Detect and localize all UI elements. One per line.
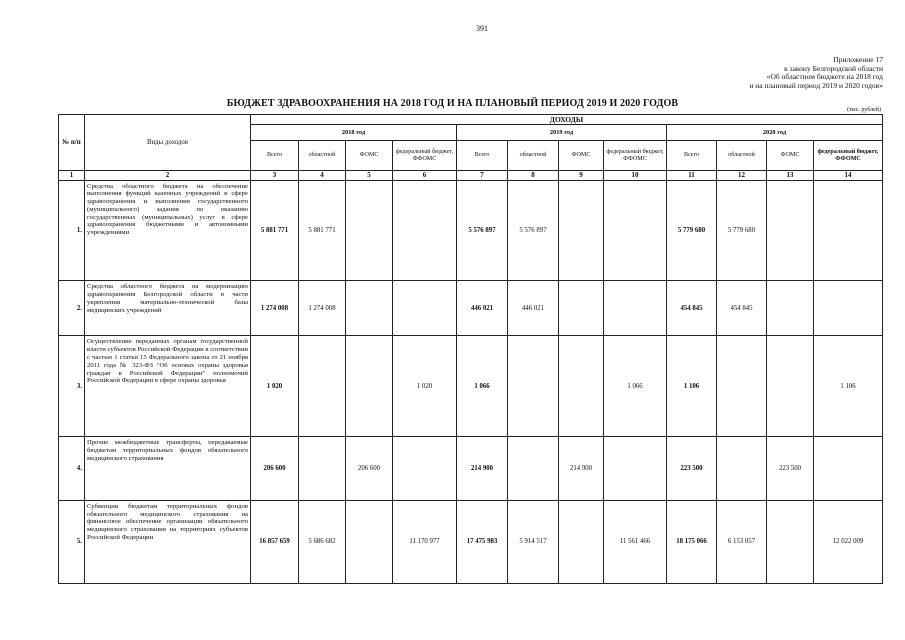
value-cell	[604, 437, 667, 500]
column-number: 5	[346, 171, 393, 180]
income-kind: Средства областного бюджета на обеспечение выполнения функций казенных учреждений в сфере здравоохранения и выполнения государственного (муниципального) задания по оказанию государственных (муниципальных) услуг в сфере здравоохранения бюджетными и автономными учреждениями	[85, 180, 251, 281]
value-cell: 18 175 066	[667, 500, 717, 583]
value-cell: 223 500	[767, 437, 814, 500]
header-total: Всего	[251, 140, 299, 170]
value-cell: 206 600	[251, 437, 299, 500]
value-cell	[559, 500, 604, 583]
column-number: 6	[393, 171, 457, 180]
value-cell	[814, 180, 883, 281]
page-number: 391	[476, 24, 488, 33]
value-cell: 446 021	[508, 281, 559, 336]
value-cell	[508, 336, 559, 437]
column-number: 10	[604, 171, 667, 180]
column-number: 2	[85, 171, 251, 180]
value-cell: 5 779 680	[717, 180, 767, 281]
row-number: 4.	[59, 437, 85, 500]
value-cell: 1 066	[457, 336, 508, 437]
row-number: 2.	[59, 281, 85, 336]
value-cell: 12 022 009	[814, 500, 883, 583]
header-federal: федеральный бюджет, ФФОМС	[814, 140, 883, 170]
value-cell: 214 900	[457, 437, 508, 500]
header-federal: федеральный бюджет, ФФОМС	[393, 140, 457, 170]
value-cell	[604, 180, 667, 281]
budget-table	[58, 114, 883, 584]
header-foms: ФОМС	[767, 140, 814, 170]
value-cell	[767, 281, 814, 336]
value-cell: 223 500	[667, 437, 717, 500]
value-cell: 5 686 682	[299, 500, 346, 583]
value-cell	[604, 281, 667, 336]
appendix-caption	[683, 56, 883, 90]
row-number: 5.	[59, 500, 85, 583]
header-year-2019: 2019 год	[457, 125, 667, 141]
value-cell: 5 914 517	[508, 500, 559, 583]
value-cell: 1 106	[667, 336, 717, 437]
value-cell	[717, 437, 767, 500]
value-cell	[508, 437, 559, 500]
value-cell	[299, 437, 346, 500]
row-number: 1.	[59, 180, 85, 281]
column-number: 11	[667, 171, 717, 180]
income-kind: Средства областного бюджета на модернизацию здравоохранения Белгородской области в части укрепления материально-технической базы медицинских учреждений	[85, 281, 251, 336]
value-cell	[346, 336, 393, 437]
income-kind: Прочие межбюджетные трансферты, передаваемые бюджетам территориальных фондов обязательного медицинского страхования	[85, 437, 251, 500]
value-cell: 5 779 680	[667, 180, 717, 281]
unit-label: (тыс. рублей)	[847, 107, 881, 113]
value-cell: 1 020	[251, 336, 299, 437]
value-cell: 5 576 897	[508, 180, 559, 281]
value-cell	[299, 336, 346, 437]
header-no: № п/п	[59, 115, 85, 171]
column-number: 9	[559, 171, 604, 180]
appendix-line: «Об областном бюджете на 2018 год	[766, 72, 883, 82]
value-cell: 5 576 897	[457, 180, 508, 281]
column-number: 3	[251, 171, 299, 180]
appendix-line: и на плановый период 2019 и 2020 годов»	[749, 80, 883, 90]
value-cell: 454 845	[717, 281, 767, 336]
value-cell: 1 106	[814, 336, 883, 437]
value-cell: 11 170 977	[393, 500, 457, 583]
header-regional: областной	[717, 140, 767, 170]
appendix-line: Приложение 17	[833, 55, 883, 64]
header-regional: областной	[299, 140, 346, 170]
header-regional: областной	[508, 140, 559, 170]
column-number: 4	[299, 171, 346, 180]
column-number: 1	[59, 171, 85, 180]
table-row	[59, 180, 883, 281]
table-row	[59, 336, 883, 437]
header-kind: Виды доходов	[85, 115, 251, 171]
column-numbers-row	[59, 171, 883, 180]
value-cell: 1 274 008	[299, 281, 346, 336]
value-cell: 454 845	[667, 281, 717, 336]
header-foms: ФОМС	[559, 140, 604, 170]
value-cell	[346, 500, 393, 583]
header-foms: ФОМС	[346, 140, 393, 170]
income-kind: Осуществление переданных органам государственной власти субъектов Российской Федерации в соответствии с частью 1 статьи 15 Федерального закона от 21 ноября 2011 года № 323-ФЗ "Об основах охраны здоровья граждан в Российской Федерации" полномочий Российской Федерации в сфере охраны здоровья	[85, 336, 251, 437]
value-cell	[346, 281, 393, 336]
value-cell: 16 857 659	[251, 500, 299, 583]
appendix-line: к закону Белгородской области	[784, 63, 883, 73]
value-cell: 206 600	[346, 437, 393, 500]
value-cell	[393, 180, 457, 281]
table-row	[59, 500, 883, 583]
header-total: Всего	[667, 140, 717, 170]
column-number: 7	[457, 171, 508, 180]
table-row	[59, 437, 883, 500]
value-cell	[393, 281, 457, 336]
value-cell	[346, 180, 393, 281]
table-row	[59, 281, 883, 336]
column-number: 12	[717, 171, 767, 180]
header-income: ДОХОДЫ	[251, 115, 883, 125]
value-cell: 446 021	[457, 281, 508, 336]
value-cell	[559, 180, 604, 281]
column-number: 8	[508, 171, 559, 180]
value-cell: 5 881 771	[299, 180, 346, 281]
header-year-2018: 2018 год	[251, 125, 457, 141]
header-year-2020: 2020 год	[667, 125, 883, 141]
value-cell	[767, 180, 814, 281]
value-cell: 1 020	[393, 336, 457, 437]
value-cell: 1 274 008	[251, 281, 299, 336]
value-cell	[814, 281, 883, 336]
value-cell	[717, 336, 767, 437]
value-cell: 5 881 771	[251, 180, 299, 281]
value-cell: 6 153 057	[717, 500, 767, 583]
column-number: 13	[767, 171, 814, 180]
value-cell: 11 561 466	[604, 500, 667, 583]
row-number: 3.	[59, 336, 85, 437]
value-cell: 1 066	[604, 336, 667, 437]
header-federal: федеральный бюджет, ФФОМС	[604, 140, 667, 170]
income-kind: Субвенции бюджетам территориальных фондов обязательного медицинского страхования на финансовое обеспечение организации обязательного медицинского страхования на территориях субъектов Российской Федерации	[85, 500, 251, 583]
value-cell	[559, 336, 604, 437]
column-number: 14	[814, 171, 883, 180]
value-cell	[767, 336, 814, 437]
value-cell	[393, 437, 457, 500]
value-cell	[559, 281, 604, 336]
document-title: БЮДЖЕТ ЗДРАВООХРАНЕНИЯ НА 2018 ГОД И НА ПЛАНОВЫЙ ПЕРИОД 2019 И 2020 ГОДОВ	[226, 98, 679, 109]
header-total: Всего	[457, 140, 508, 170]
value-cell: 214 900	[559, 437, 604, 500]
value-cell	[814, 437, 883, 500]
value-cell: 17 475 983	[457, 500, 508, 583]
value-cell	[767, 500, 814, 583]
